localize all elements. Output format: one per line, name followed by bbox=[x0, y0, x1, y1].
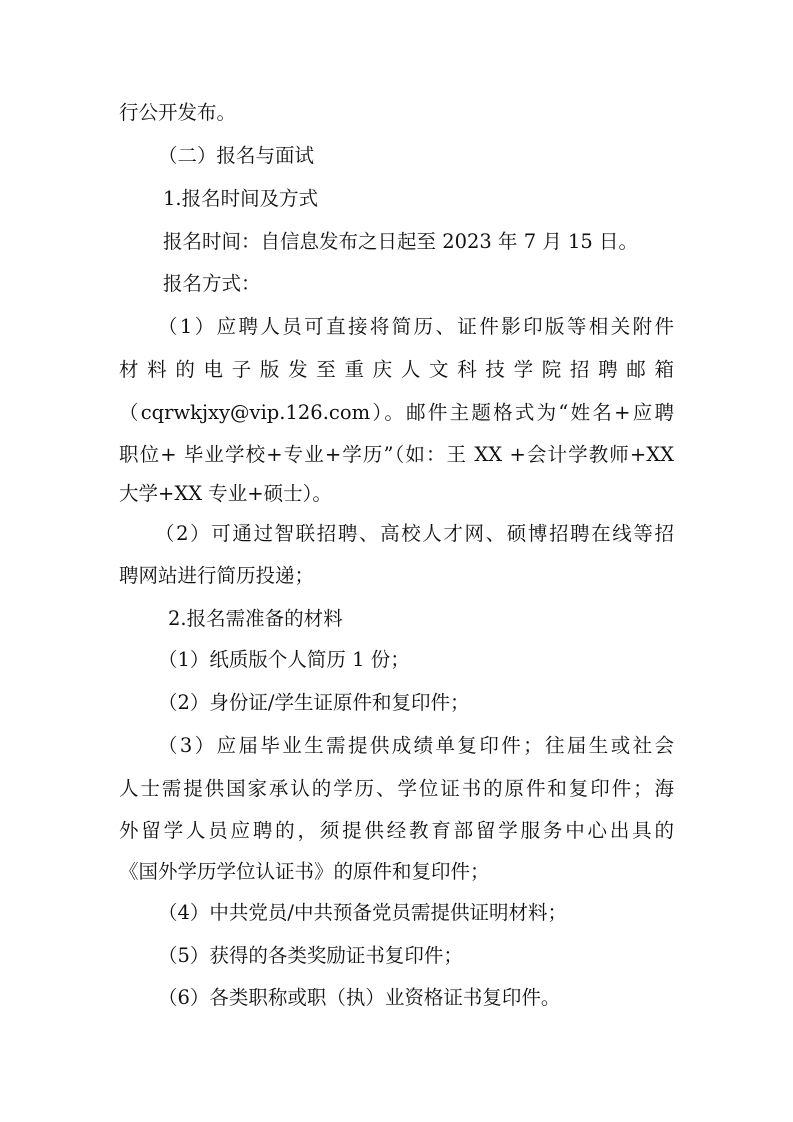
text-line: （6）各类职称或职（执）业资格证书复印件。 bbox=[158, 986, 561, 1009]
text-line: （3）应届毕业生需提供成绩单复印件；往届生或社会 bbox=[158, 734, 674, 757]
text-line: 聘网站进行简历投递； bbox=[119, 564, 315, 587]
section-heading: （二）报名与面试 bbox=[158, 144, 315, 167]
text-line: 行公开发布。 bbox=[119, 101, 237, 124]
text-line: （1）纸质版个人简历 1 份； bbox=[158, 648, 410, 671]
text-line: 材料的电子版发至重庆人文科技学院招聘邮箱 bbox=[119, 358, 674, 381]
text-line: （4）中共党员/中共预备党员需提供证明材料； bbox=[158, 901, 567, 924]
text-line: 外留学人员应聘的，须提供经教育部留学服务中心出具的 bbox=[119, 819, 674, 842]
text-line: （1）应聘人员可直接将简历、证件影印版等相关附件 bbox=[158, 315, 674, 338]
text-line: （cqrwkjxy@vip.126.com）。邮件主题格式为“姓名+应聘 bbox=[119, 401, 674, 424]
text-line: 《国外学历学位认证书》的原件和复印件； bbox=[119, 860, 490, 883]
text-line: （5）获得的各类奖励证书复印件； bbox=[158, 944, 463, 967]
text-line: 人士需提供国家承认的学历、学位证书的原件和复印件；海 bbox=[119, 777, 674, 800]
text-line: 大学+XX 专业+硕士）。 bbox=[119, 482, 332, 505]
text-line: （2）可通过智联招聘、高校人才网、硕博招聘在线等招 bbox=[155, 522, 674, 545]
text-line: 报名时间：自信息发布之日起至 2023 年 7 月 15 日。 bbox=[163, 230, 639, 253]
subsection-heading: 2.报名需准备的材料 bbox=[168, 607, 343, 630]
subsection-heading: 1.报名时间及方式 bbox=[163, 187, 319, 210]
text-line: 职位+ 毕业学校+专业+学历”（如：王 XX +会计学教师+XX bbox=[119, 443, 674, 466]
text-line: （2）身份证/学生证原件和复印件； bbox=[158, 691, 470, 714]
text-line: 报名方式： bbox=[163, 272, 261, 295]
